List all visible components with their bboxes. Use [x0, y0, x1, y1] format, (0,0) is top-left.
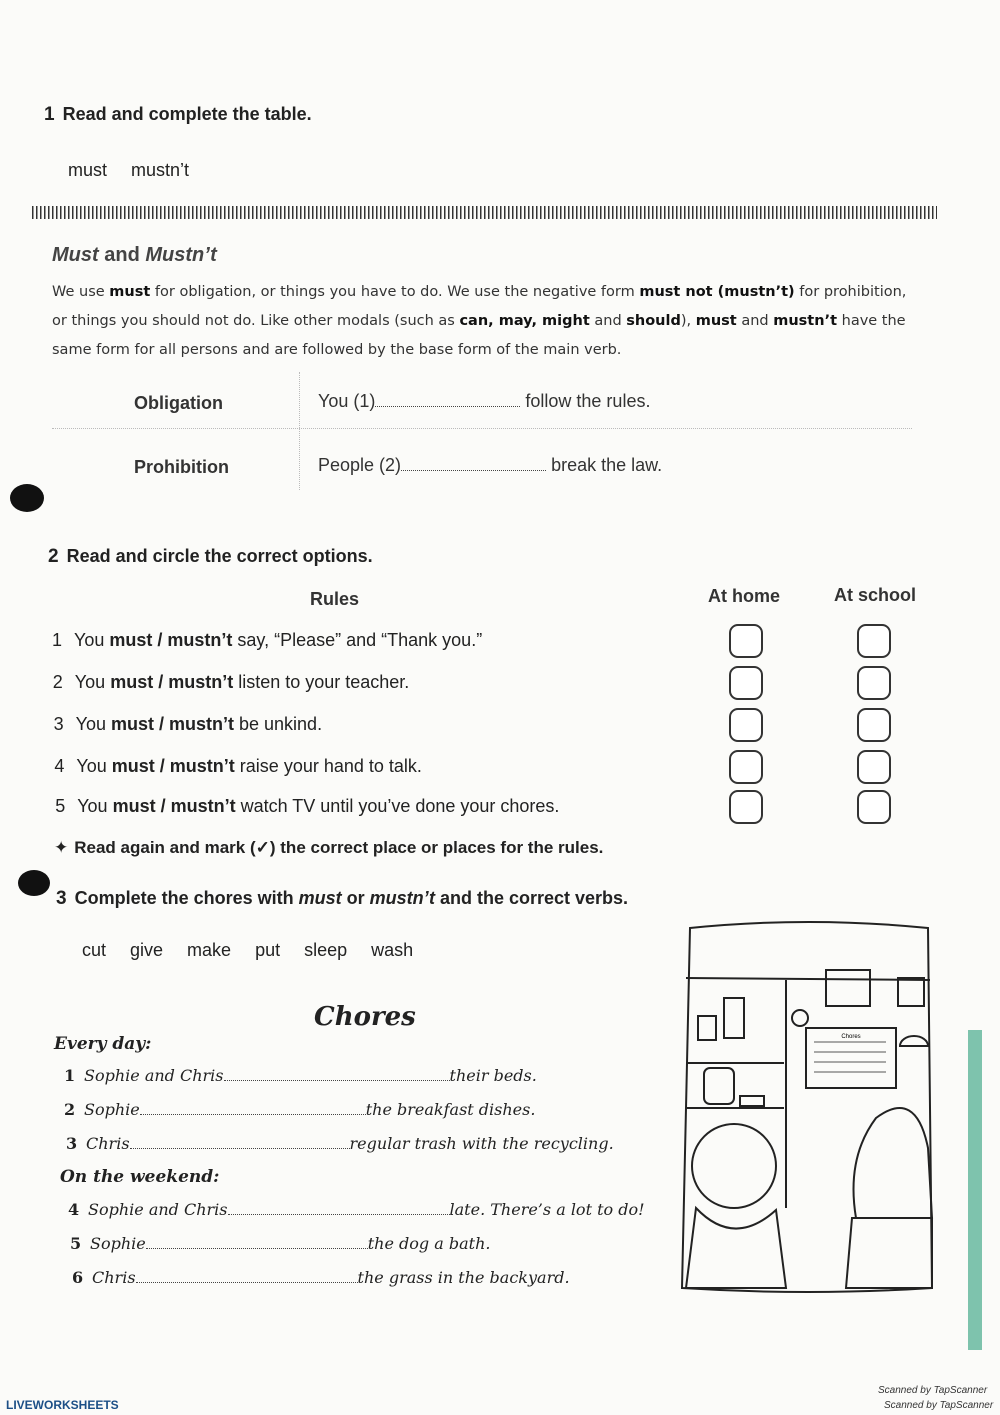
chore-answer-blank[interactable]: [228, 1212, 450, 1215]
word-bank-item: make: [187, 940, 232, 960]
scanner-watermark: Scanned by TapScanner: [878, 1385, 988, 1396]
rule-row: [54, 714, 322, 735]
at-school-checkbox[interactable]: [857, 666, 891, 700]
exercise-instruction: Read and complete the table.: [62, 104, 312, 124]
rule-start: You: [76, 756, 112, 776]
rule-row: [54, 756, 422, 777]
at-home-checkbox[interactable]: [729, 750, 763, 784]
weekend-subheading: On the weekend:: [60, 1167, 220, 1187]
hole-punch-dot: [10, 484, 44, 512]
title-must: Must: [52, 244, 99, 266]
kettle-icon: [704, 1068, 734, 1104]
chore-number: 3: [66, 1134, 78, 1153]
fridge-note-icon: [826, 970, 870, 1006]
chore-number: 1: [64, 1066, 76, 1085]
instruction-part: or: [341, 888, 370, 908]
hole-punch-dot: [18, 870, 50, 896]
rule-options[interactable]: must / mustn’t: [110, 714, 234, 734]
chore-rest: their beds.: [449, 1066, 537, 1085]
chore-row: [68, 1200, 645, 1219]
answer-blank-1[interactable]: [375, 404, 520, 407]
rule-row: [55, 796, 559, 817]
chore-rest: the dog a bath.: [367, 1234, 491, 1253]
rule-options[interactable]: must / mustn’t: [110, 672, 234, 692]
rule-start: You: [75, 714, 111, 734]
rule-row: [52, 630, 482, 651]
rule-end: raise your hand to talk.: [234, 756, 422, 776]
word-bank-item: cut: [82, 940, 107, 960]
chore-subject: Sophie: [90, 1234, 146, 1253]
title-and: and: [104, 244, 140, 266]
exercise-1-heading: [44, 104, 312, 126]
rule-end: be unkind.: [234, 714, 323, 734]
chore-rest: late. There’s a lot to do!: [449, 1200, 645, 1219]
mushroom-magnet-icon: [900, 1036, 928, 1046]
rule-row: [53, 672, 410, 693]
at-school-checkbox[interactable]: [857, 708, 891, 742]
chore-rest: the breakfast dishes.: [365, 1100, 536, 1119]
fridge-note-title: Chores: [841, 1034, 861, 1040]
chore-number: 4: [68, 1200, 80, 1219]
boy-head: [692, 1124, 776, 1208]
at-home-checkbox[interactable]: [729, 666, 763, 700]
chore-subject: Chris: [86, 1134, 130, 1153]
exercise-number: 1: [44, 104, 55, 125]
word-bank-1: [68, 160, 213, 181]
keyword: must: [695, 313, 737, 329]
rule-end: watch TV until you’ve done your chores.: [235, 796, 560, 816]
chore-subject: Sophie and Chris: [88, 1200, 228, 1219]
table-divider-horizontal: [52, 428, 912, 429]
chore-number: 6: [72, 1268, 84, 1287]
exercise-number: 2: [48, 546, 59, 567]
rule-start: You: [74, 672, 111, 692]
fridge-paper-icon: [898, 978, 924, 1006]
keyword: should: [626, 313, 681, 329]
text-run: We use: [52, 284, 110, 300]
exercise-number: 3: [56, 888, 67, 909]
extra-task-text: Read again and mark (✓) the correct place or places for the rules.: [74, 838, 604, 857]
keyword: must: [109, 284, 151, 300]
at-home-checkbox[interactable]: [729, 624, 763, 658]
chores-title: Chores: [314, 1002, 416, 1032]
word-bank-item: sleep: [304, 940, 348, 960]
exercise-3-heading: [56, 888, 628, 910]
chore-rest: regular trash with the recycling.: [349, 1134, 614, 1153]
at-home-checkbox[interactable]: [729, 790, 763, 824]
rule-end: listen to your teacher.: [233, 672, 410, 692]
keyword: must not (mustn’t): [639, 284, 795, 300]
instruction-must: must: [298, 888, 342, 908]
rule-options[interactable]: must / mustn’t: [112, 796, 236, 816]
exercise-instruction: Read and circle the correct options.: [66, 546, 373, 566]
chore-row: [64, 1066, 537, 1085]
chore-row: [70, 1234, 490, 1253]
scanner-watermark: Scanned by TapScanner: [884, 1400, 994, 1411]
perforated-divider: [32, 206, 937, 219]
rule-start: You: [77, 796, 113, 816]
rule-number: 2: [52, 672, 63, 692]
magnet-icon: [792, 1010, 808, 1026]
chore-row: [64, 1100, 535, 1119]
answer-blank-2[interactable]: [401, 468, 546, 471]
rule-options[interactable]: must / mustn’t: [111, 756, 235, 776]
instruction-part: and the correct verbs.: [434, 888, 629, 908]
chore-answer-blank[interactable]: [224, 1078, 450, 1081]
chore-row: [72, 1268, 570, 1287]
chore-number: 2: [64, 1100, 76, 1119]
text-run: and: [589, 313, 627, 329]
sentence-end: follow the rules.: [525, 391, 651, 411]
word-bank-item: put: [255, 940, 281, 960]
grammar-box-title: [52, 244, 217, 267]
at-home-header: At home: [708, 586, 780, 606]
girl-head: [854, 1108, 933, 1218]
rule-number: 4: [54, 756, 65, 776]
chore-rest: the grass in the backyard.: [357, 1268, 570, 1287]
at-school-header: At school: [834, 585, 917, 605]
extra-task: [54, 838, 603, 858]
sparkle-icon: ✦: [54, 838, 69, 857]
chore-answer-blank[interactable]: [136, 1280, 358, 1283]
keyword: can, may, might: [459, 313, 590, 329]
word-bank-item: wash: [371, 940, 414, 960]
rule-number: 5: [55, 796, 66, 816]
at-school-checkbox[interactable]: [857, 790, 891, 824]
obligation-sentence: [318, 391, 650, 412]
sentence-end: break the law.: [551, 455, 663, 475]
chore-answer-blank[interactable]: [140, 1112, 366, 1115]
bottle-icon: [724, 998, 744, 1038]
at-school-checkbox[interactable]: [857, 750, 891, 784]
word-bank-item: mustn’t: [131, 160, 190, 180]
rule-number: 1: [52, 630, 63, 650]
at-home-checkbox[interactable]: [729, 708, 763, 742]
scan-edge-strip: [968, 1030, 982, 1350]
instruction-mustnt: mustn’t: [369, 888, 435, 908]
rule-start: You: [74, 630, 110, 650]
chore-answer-blank[interactable]: [130, 1146, 350, 1149]
prohibition-label: Prohibition: [134, 457, 229, 477]
boy-shirt: [686, 1208, 786, 1288]
liveworksheets-logo: LIVEWORKSHEETS: [6, 1398, 119, 1412]
sentence-start: People (2): [318, 455, 402, 475]
chore-subject: Sophie: [84, 1100, 140, 1119]
keyword: mustn’t: [773, 313, 838, 329]
title-mustnt: Mustn’t: [145, 244, 217, 266]
text-run: have the same form for all persons and are followed by the base form of the main verb.: [52, 313, 906, 358]
word-bank-item: give: [130, 940, 164, 960]
chore-number: 5: [70, 1234, 82, 1253]
chore-row: [66, 1134, 614, 1153]
kitchen-illustration: [676, 918, 942, 1298]
text-run: for obligation, or things you have to do. We use the negative form: [150, 284, 640, 300]
word-bank-3: [82, 940, 437, 961]
text-run: for prohibition, or things you should not do. Like other modals (such as: [52, 284, 907, 329]
every-day-subheading: Every day:: [54, 1034, 152, 1054]
prohibition-sentence: [318, 455, 662, 476]
jar-icon: [698, 1016, 716, 1040]
rule-number: 3: [53, 714, 64, 734]
chore-answer-blank[interactable]: [146, 1246, 368, 1249]
instruction-part: Complete the chores with: [74, 888, 299, 908]
girl-shirt: [846, 1218, 932, 1288]
chore-subject: Chris: [92, 1268, 136, 1287]
grammar-explanation: [52, 278, 922, 365]
sentence-start: You (1): [318, 391, 376, 411]
obligation-label: Obligation: [134, 393, 223, 413]
text-run: and: [736, 313, 774, 329]
word-bank-item: must: [68, 160, 108, 180]
rules-header: Rules: [310, 589, 360, 609]
text-run: ),: [680, 313, 696, 329]
at-school-checkbox[interactable]: [857, 624, 891, 658]
rule-options[interactable]: must / mustn’t: [109, 630, 233, 650]
table-divider-vertical: [299, 372, 300, 490]
cup-icon: [740, 1096, 764, 1106]
exercise-2-heading: [48, 546, 373, 568]
chore-subject: Sophie and Chris: [84, 1066, 224, 1085]
rule-end: say, “Please” and “Thank you.”: [232, 630, 483, 650]
